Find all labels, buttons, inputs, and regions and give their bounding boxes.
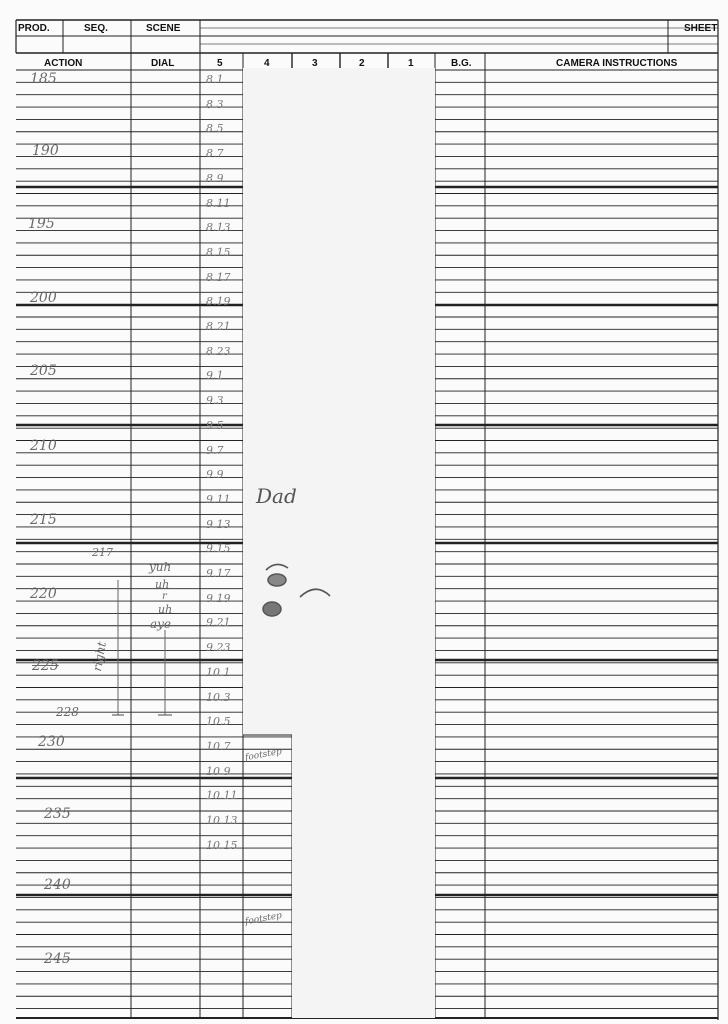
footstep-note: footstep — [244, 746, 283, 764]
action-mark: 220 — [30, 586, 57, 602]
dial-header: DIAL — [151, 58, 175, 69]
frame-number: 8.7 — [206, 147, 224, 161]
action-header: ACTION — [44, 58, 83, 69]
action-mark: 190 — [32, 143, 59, 159]
frame-number: 9.11 — [206, 492, 231, 506]
dial-word: aye — [150, 617, 172, 631]
frame-number: 9.5 — [206, 418, 224, 432]
prod-label: PROD. — [18, 23, 50, 34]
action-mark: 228 — [56, 705, 79, 719]
frame-number: 9.13 — [206, 517, 231, 531]
column-3-header: 3 — [312, 58, 318, 69]
column-5-header: 5 — [217, 58, 223, 69]
frame-number: 10.1 — [206, 665, 231, 679]
action-mark: 195 — [28, 216, 55, 232]
frame-number: 9.21 — [206, 616, 231, 630]
frame-number: 10.15 — [206, 838, 238, 852]
action-mark: 210 — [30, 438, 57, 454]
column-4-header: 4 — [264, 58, 270, 69]
sheet-label: SHEET — [684, 23, 718, 34]
action-mark: 185 — [30, 71, 57, 87]
column-2-header: 2 — [359, 58, 365, 69]
frame-number: 8.21 — [206, 320, 231, 333]
frame-number: 9.3 — [206, 394, 224, 408]
eye-right — [263, 602, 281, 616]
frame-number: 8.19 — [206, 295, 231, 309]
action-mark: 200 — [30, 290, 57, 306]
frame-number: 9.1 — [206, 369, 224, 383]
action-mark: 215 — [30, 512, 57, 528]
action-mark: 235 — [44, 806, 71, 822]
frame-number: 8.11 — [206, 196, 231, 210]
frame-number: 10.11 — [206, 789, 238, 803]
frame-number: 9.15 — [206, 542, 231, 556]
frame-number: 9.17 — [206, 567, 231, 580]
action-mark: 245 — [44, 951, 71, 967]
frame-number: 8.23 — [206, 344, 231, 358]
frame-number: 8.1 — [206, 73, 224, 86]
action-mark: 240 — [44, 877, 71, 893]
dial-word: uh — [158, 603, 173, 616]
scene-label: SCENE — [146, 23, 181, 34]
dad-label: Dad — [256, 484, 297, 508]
frame-number: 8.13 — [206, 221, 231, 235]
seq-label: SEQ. — [84, 23, 108, 34]
action-side-note: right — [90, 640, 109, 673]
frame-number: 10.7 — [206, 739, 231, 753]
frame-number: 10.5 — [206, 715, 231, 729]
frame-number: 8.17 — [206, 270, 231, 284]
frame-number: 10.3 — [206, 690, 231, 704]
frame-number: 10.9 — [206, 764, 231, 778]
pasted-paper-lower — [292, 735, 435, 1018]
frame-number: 9.19 — [206, 591, 231, 605]
eye-left — [268, 574, 286, 586]
bg-header: B.G. — [451, 58, 472, 69]
action-mark: 205 — [30, 363, 57, 379]
column-1-header: 1 — [408, 58, 414, 69]
pasted-paper-upper — [243, 68, 435, 735]
frame-217-mark: 217 — [92, 546, 113, 559]
dial-word: uh — [155, 578, 170, 591]
camera-instructions-header: CAMERA INSTRUCTIONS — [556, 58, 678, 69]
frame-number: 8.3 — [206, 97, 224, 111]
dial-word: r — [162, 591, 167, 602]
frame-number: 8.5 — [206, 122, 224, 136]
footstep-note: footstep — [244, 910, 283, 928]
action-mark: 230 — [38, 734, 65, 750]
frame-number: 8.9 — [206, 171, 224, 185]
action-mark: 225 — [32, 658, 59, 674]
frame-number: 9.23 — [206, 641, 231, 655]
frame-number: 9.7 — [206, 443, 224, 457]
frame-number: 8.15 — [206, 245, 231, 259]
frame-number: 10.13 — [206, 814, 238, 827]
frame-number: 9.9 — [206, 468, 224, 482]
dial-word: yuh — [149, 560, 172, 574]
